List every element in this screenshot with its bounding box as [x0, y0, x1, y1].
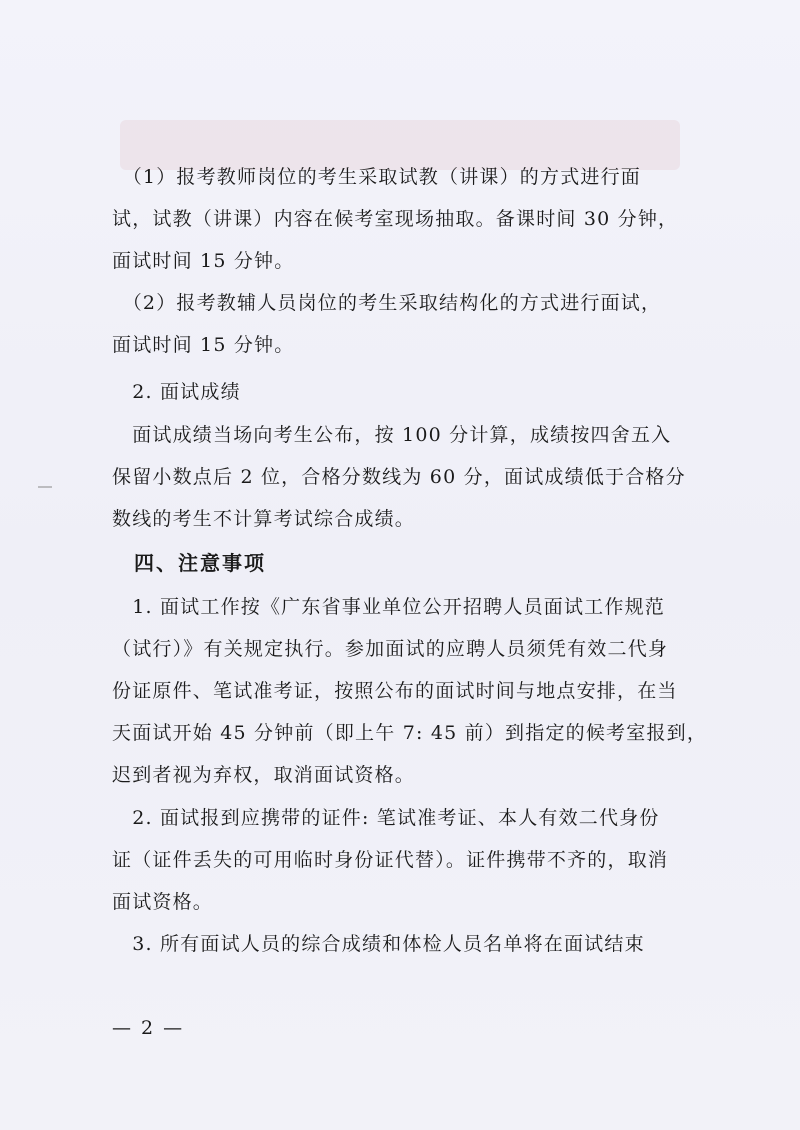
bleed-through-header-shape [120, 120, 680, 170]
text-line: 证（证件丢失的可用临时身份证代替）。证件携带不齐的，取消 [112, 849, 669, 871]
text-line: （1）报考教师岗位的考生采取试教（讲课）的方式进行面 [112, 166, 641, 188]
text-line: （2）报考教辅人员岗位的考生采取结构化的方式进行面试， [112, 292, 662, 314]
text-line: 2. 面试报到应携带的证件: 笔试准考证、本人有效二代身份 [112, 807, 660, 829]
text-line: （试行）》有关规定执行。参加面试的应聘人员须凭有效二代身 [112, 638, 669, 660]
text-line: 份证原件、笔试准考证，按照公布的面试时间与地点安排，在当 [112, 680, 678, 702]
text-line: 面试时间 15 分钟。 [112, 334, 295, 356]
text-line: 试，试教（讲课）内容在候考室现场抽取。备课时间 30 分钟， [112, 208, 679, 230]
text-line: 3. 所有面试人员的综合成绩和体检人员名单将在面试结束 [112, 933, 645, 955]
heading-text: 四、注意事项 [112, 552, 266, 574]
text-line: 数线的考生不计算考试综合成绩。 [112, 508, 416, 530]
text-line: 面试资格。 [112, 891, 214, 913]
text-line: 保留小数点后 2 位，合格分数线为 60 分，面试成绩低于合格分 [112, 466, 686, 488]
scan-mark [38, 486, 52, 488]
text-line: 2. 面试成绩 [112, 381, 241, 403]
page-number: — 2 — [112, 1017, 185, 1039]
text-line: 1. 面试工作按《广东省事业单位公开招聘人员面试工作规范 [112, 596, 665, 618]
text-line: 天面试开始 45 分钟前（即上午 7: 45 前）到指定的候考室报到， [112, 722, 708, 744]
text-line: 迟到者视为弃权，取消面试资格。 [112, 764, 416, 786]
text-line: 面试成绩当场向考生公布，按 100 分计算，成绩按四舍五入 [112, 424, 672, 446]
text-line: 面试时间 15 分钟。 [112, 250, 295, 272]
